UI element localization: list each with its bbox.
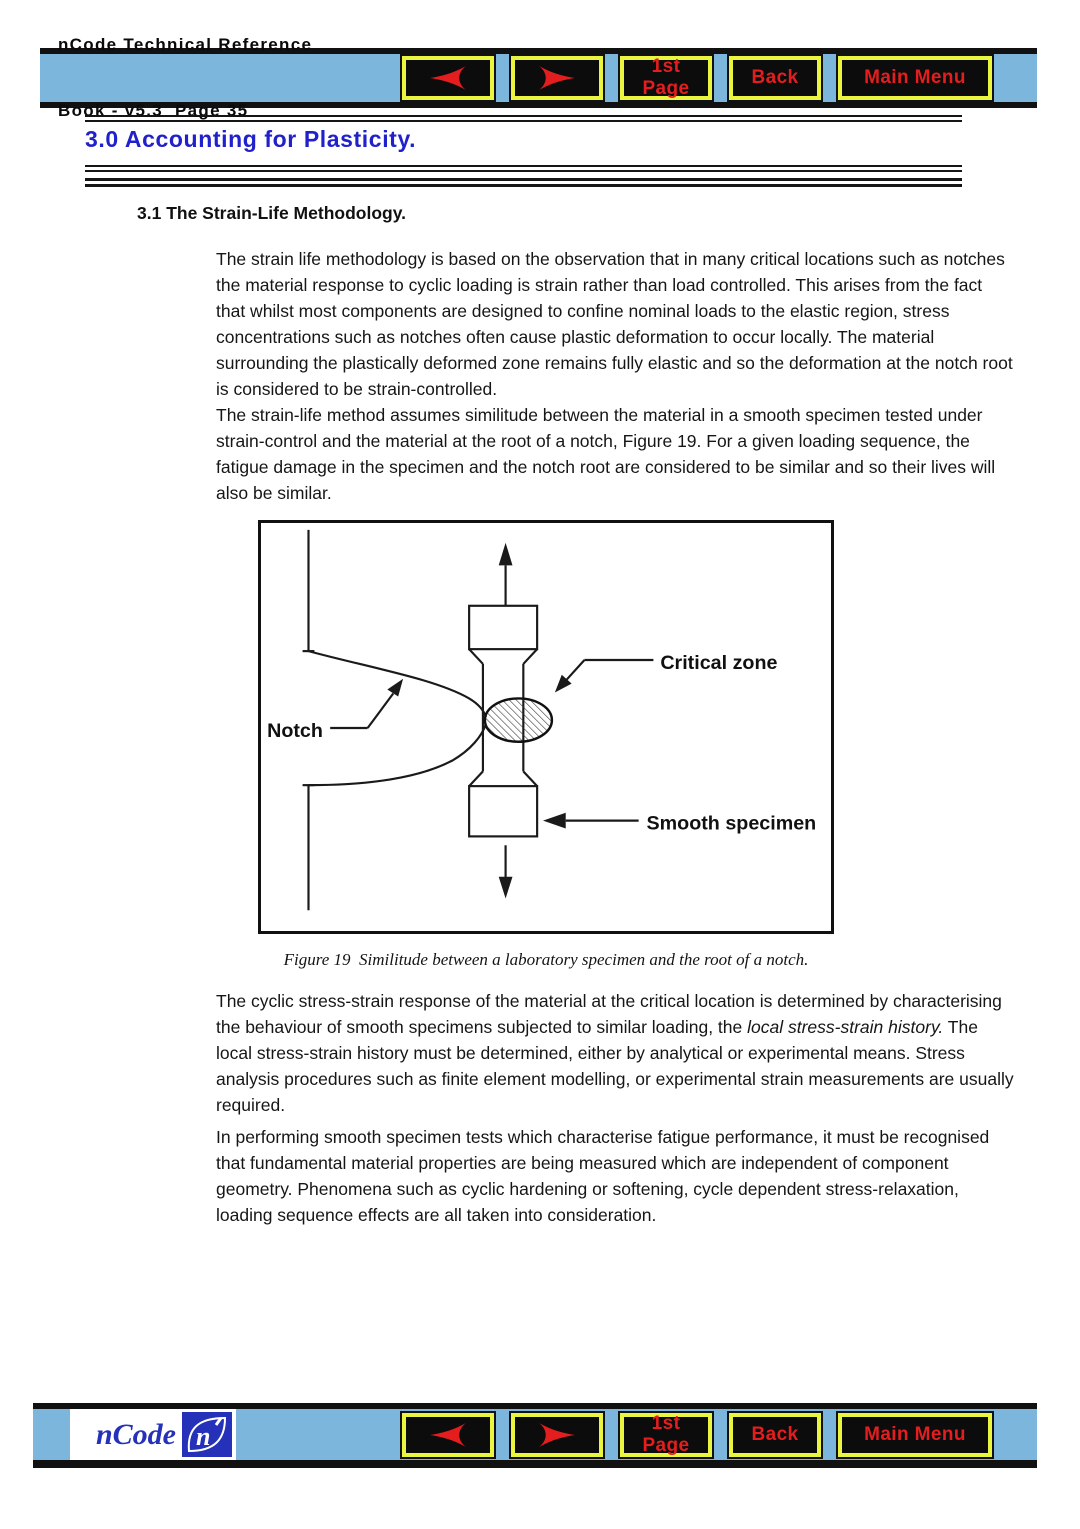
paragraph-4: In performing smooth specimen tests which characterise fatigue performance, it must be recognised that fundamental material properties are being measured which are independent of component geometry. Phenomena such as cyclic hardening or softening, cycle dependent stress-relaxation, loading sequence effects are all taken into consideration.	[216, 1127, 990, 1225]
main-menu-button-footer[interactable]: Main Menu	[838, 1413, 992, 1457]
divider-top	[85, 115, 962, 122]
prev-page-button[interactable]	[402, 56, 494, 100]
subsection-title: 3.1 The Strain-Life Methodology.	[137, 203, 406, 223]
section-title: 3.0 Accounting for Plasticity.	[85, 126, 417, 152]
bottom-nav-bar	[33, 1403, 1037, 1468]
next-page-button[interactable]	[511, 56, 603, 100]
divider-under-title-2	[85, 178, 962, 187]
smooth-specimen-label: Smooth specimen	[646, 812, 817, 835]
critical-zone-ellipse	[485, 698, 552, 741]
arrow-left-icon	[424, 1420, 472, 1450]
main-menu-button[interactable]: Main Menu	[838, 56, 992, 100]
critical-zone-annotation	[555, 652, 778, 693]
divider-under-title	[85, 165, 962, 172]
notch-annotation	[267, 679, 403, 742]
first-page-button-footer[interactable]: 1st Page	[620, 1413, 712, 1457]
figure-19	[258, 520, 834, 934]
prev-page-button-footer[interactable]	[402, 1413, 494, 1457]
paragraph-1: The strain life methodology is based on the observation that in many critical locations such as notches the material response to cyclic loading is strain rather than load controlled. This arises from the fact that whilst most components are designed to confine nominal loads to the elastic region, stress concentrations such as notches often cause plastic deformation to occur locally. The material surrounding the plastically deformed zone remains fully elastic and so the deformation at the notch root is considered to be strain-controlled.	[216, 249, 1013, 399]
first-page-button[interactable]: 1st Page	[620, 56, 712, 100]
paragraph-3	[216, 988, 1016, 1118]
top-nav-bar	[40, 35, 1037, 120]
ncode-logo-text: nCode	[95, 1417, 176, 1451]
arrow-left-icon	[424, 63, 472, 93]
paragraph-3-italic: local stress-strain history.	[747, 1017, 944, 1037]
arrow-right-icon	[533, 63, 581, 93]
notched-component-outline	[303, 530, 486, 910]
ncode-logo-icon	[182, 1412, 232, 1457]
smooth-specimen-annotation	[543, 812, 816, 834]
nav-buttons-top	[402, 56, 992, 100]
ncode-logo	[70, 1409, 236, 1460]
nav-buttons-bottom	[402, 1413, 992, 1457]
figure-caption: Figure 19 Similitude between a laboratory specimen and the root of a notch.	[283, 950, 809, 969]
svg-text:n: n	[196, 1422, 211, 1451]
notch-label: Notch	[267, 719, 323, 742]
book-page-info: Book - v5.3 Page 35	[58, 101, 249, 120]
arrow-right-icon	[533, 1420, 581, 1450]
critical-zone-label: Critical zone	[660, 651, 778, 674]
paragraph-2: The strain-life method assumes similitude between the material in a smooth specimen tested under strain-control and the material at the root of a notch, Figure 19. For a given loading sequence, the fatigue damage in the specimen and the notch root are considered to be similar and so their lives will also be similar.	[216, 405, 996, 503]
paragraph-3-text-2: The local stress-strain history must be determined, either by analytical or experimental means. Stress analysis procedures such as finite element modelling, or experimental strain measurements are usually required.	[216, 1017, 1014, 1115]
book-title-line1: nCode Technical Reference	[58, 35, 313, 54]
back-button[interactable]: Back	[729, 56, 821, 100]
paragraph-3-text: The cyclic stress-strain response of the material at the critical location is determined by characterising the behaviour of smooth specimens subjected to similar loading, the	[216, 991, 1002, 1037]
specimen-notch-diagram	[261, 523, 831, 931]
back-button-footer[interactable]: Back	[729, 1413, 821, 1457]
next-page-button-footer[interactable]	[511, 1413, 603, 1457]
